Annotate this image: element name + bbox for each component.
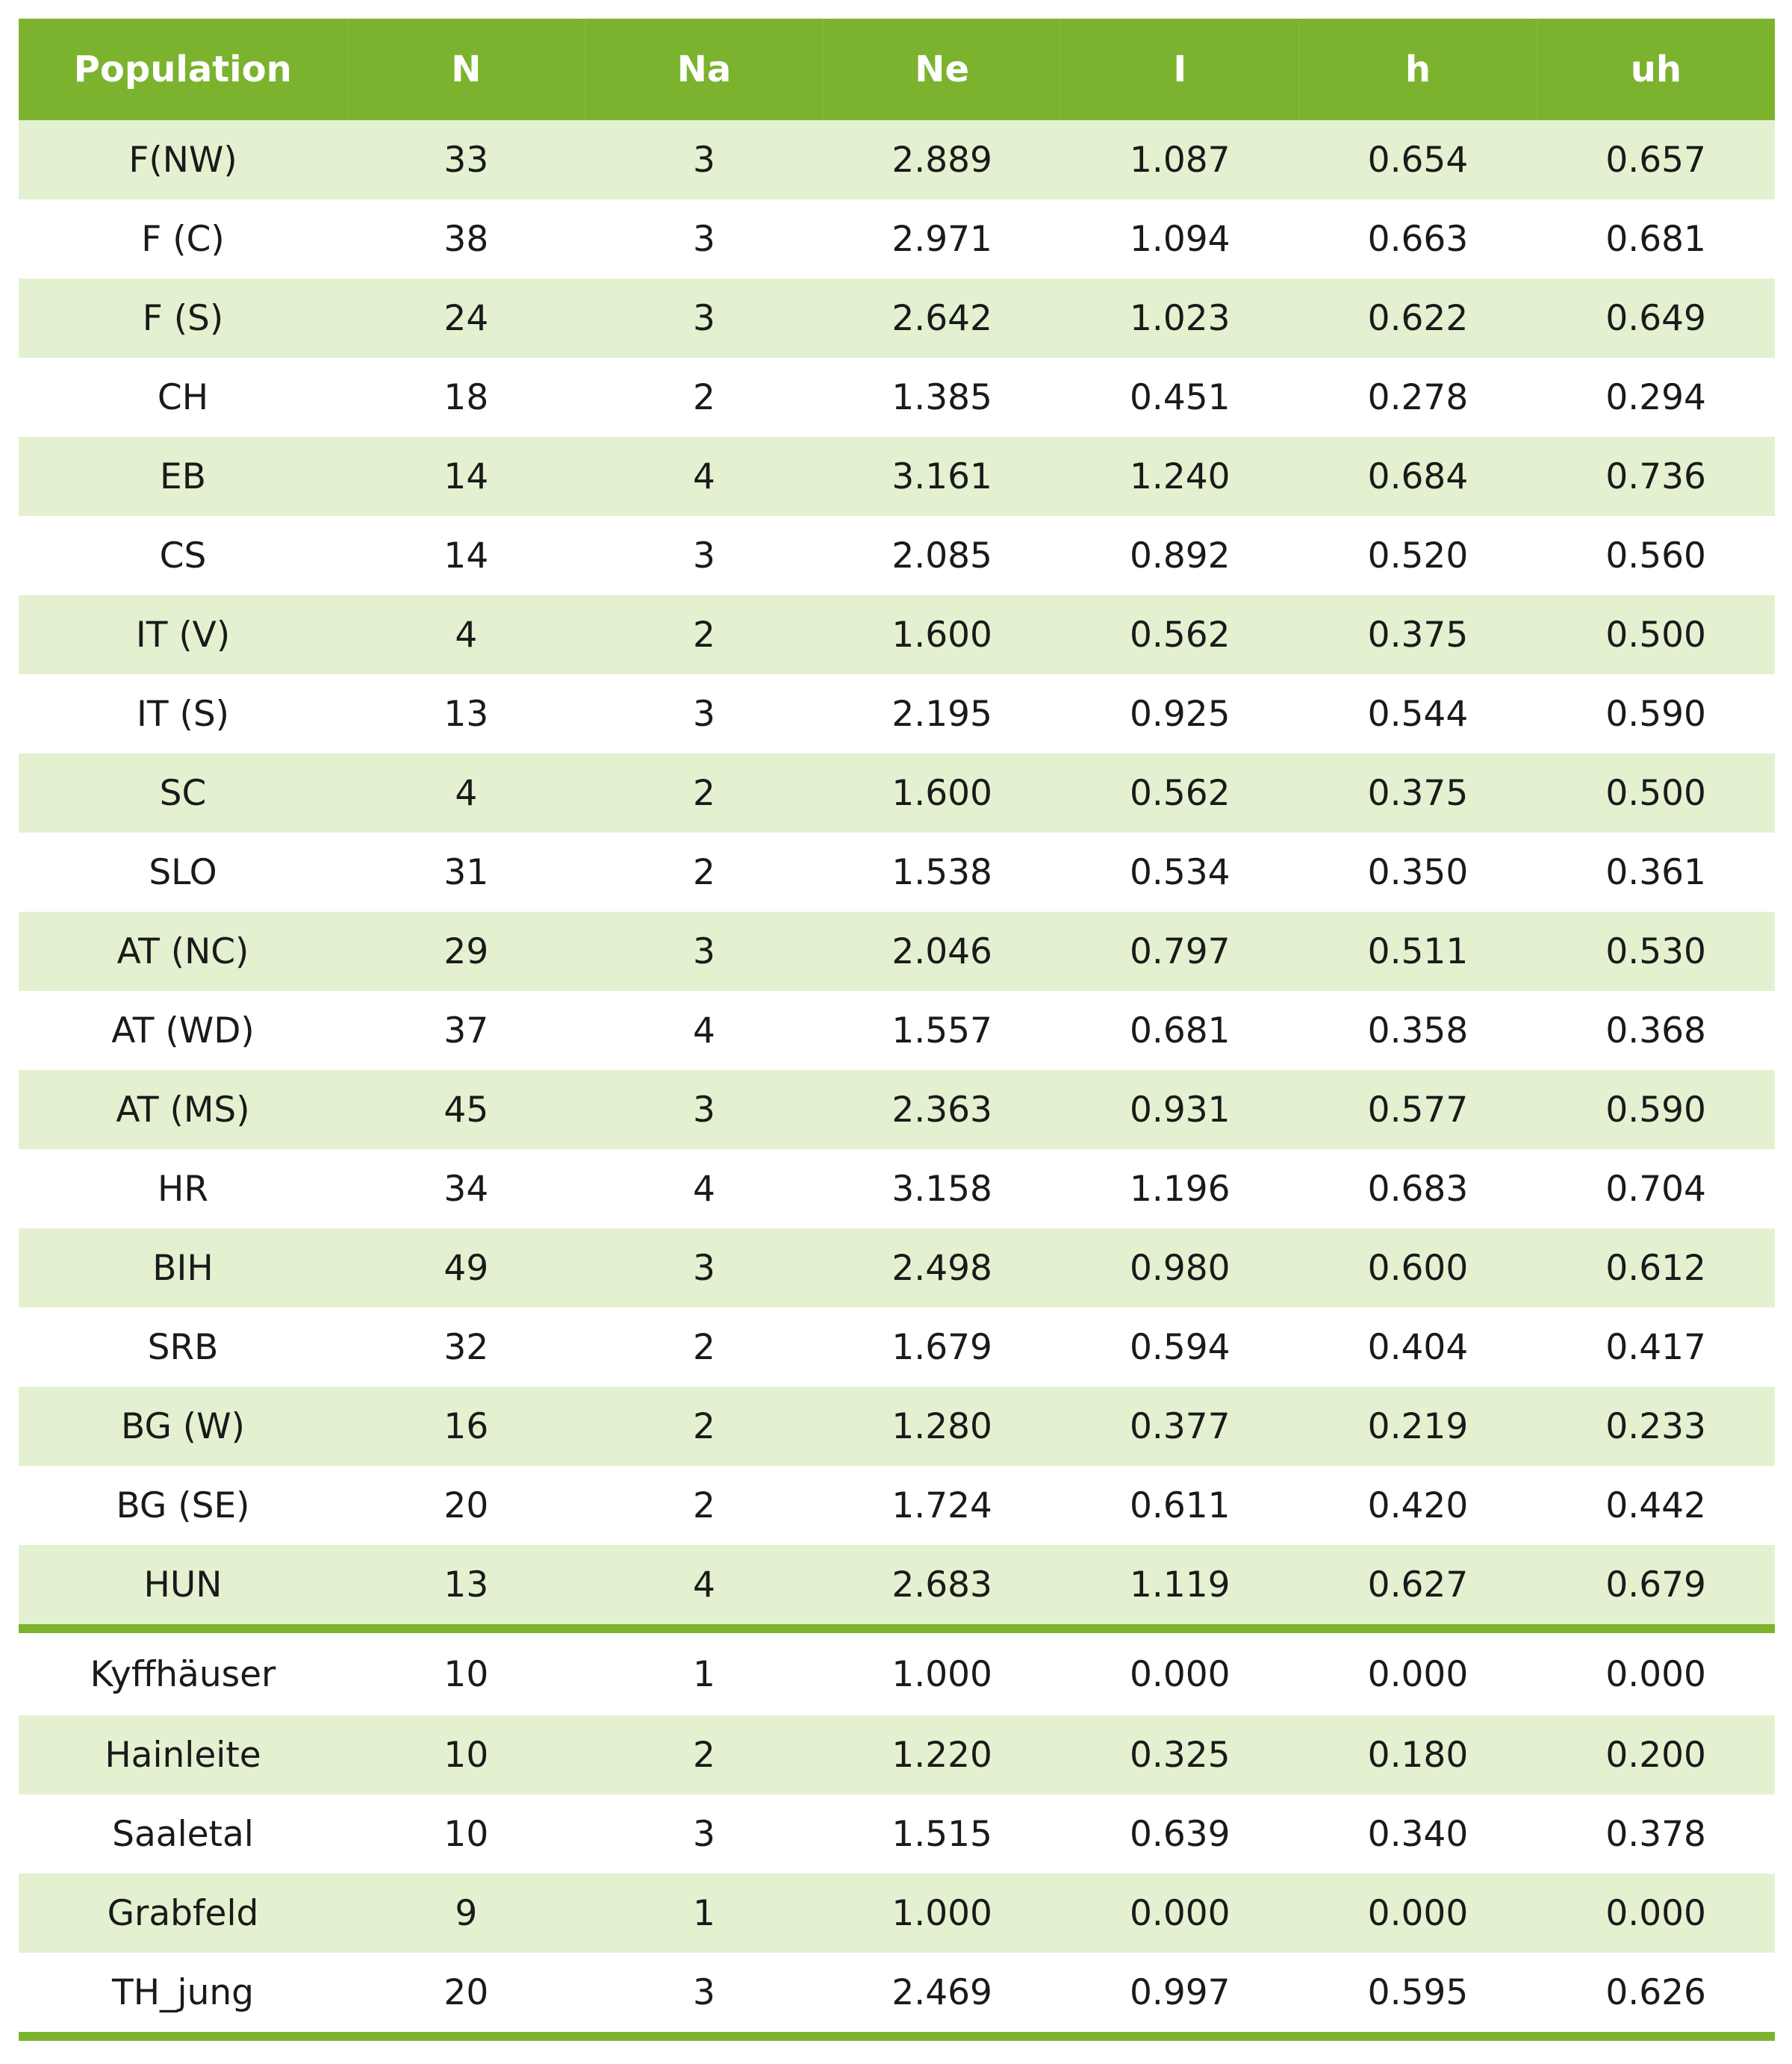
table-row [19, 1633, 1775, 1715]
value-cell: 4 [347, 595, 585, 674]
value-cell: 0.560 [1537, 516, 1775, 595]
column-header-population: Population [19, 19, 347, 120]
value-cell: 0.663 [1299, 199, 1537, 279]
table-row [19, 1387, 1775, 1466]
value-cell: 4 [585, 991, 824, 1070]
population-name-cell: AT (NC) [19, 912, 347, 991]
value-cell: 45 [347, 1070, 585, 1149]
value-cell: 3 [585, 1070, 824, 1149]
value-cell: 0.562 [1061, 595, 1299, 674]
value-cell: 0.358 [1299, 991, 1537, 1070]
value-cell: 1.087 [1061, 120, 1299, 199]
value-cell: 0.684 [1299, 437, 1537, 516]
value-cell: 49 [347, 1228, 585, 1308]
column-header-i: I [1061, 19, 1299, 120]
value-cell: 3 [585, 1794, 824, 1874]
value-cell: 0.000 [1061, 1874, 1299, 1953]
value-cell: 0.000 [1537, 1874, 1775, 1953]
value-cell: 0.594 [1061, 1308, 1299, 1387]
value-cell: 0.420 [1299, 1466, 1537, 1545]
value-cell: 1.600 [823, 595, 1061, 674]
value-cell: 0.704 [1537, 1149, 1775, 1228]
value-cell: 0.219 [1299, 1387, 1537, 1466]
value-cell: 9 [347, 1874, 585, 1953]
value-cell: 1.094 [1061, 199, 1299, 279]
table-row [19, 437, 1775, 516]
value-cell: 0.000 [1061, 1633, 1299, 1715]
population-name-cell: EB [19, 437, 347, 516]
table-row [19, 1715, 1775, 1794]
value-cell: 1.557 [823, 991, 1061, 1070]
value-cell: 0.368 [1537, 991, 1775, 1070]
population-name-cell: BG (W) [19, 1387, 347, 1466]
column-header-n: N [347, 19, 585, 120]
value-cell: 0.736 [1537, 437, 1775, 516]
value-cell: 24 [347, 279, 585, 358]
value-cell: 32 [347, 1308, 585, 1387]
value-cell: 14 [347, 516, 585, 595]
value-cell: 0.622 [1299, 279, 1537, 358]
value-cell: 0.404 [1299, 1308, 1537, 1387]
column-header-h: h [1299, 19, 1537, 120]
value-cell: 0.000 [1299, 1874, 1537, 1953]
separator-cell [19, 1624, 1775, 1633]
value-cell: 2.046 [823, 912, 1061, 991]
table-row [19, 1953, 1775, 2032]
population-name-cell: CH [19, 358, 347, 437]
value-cell: 0.627 [1299, 1545, 1537, 1624]
value-cell: 0.520 [1299, 516, 1537, 595]
value-cell: 14 [347, 437, 585, 516]
value-cell: 20 [347, 1466, 585, 1545]
population-name-cell: AT (MS) [19, 1070, 347, 1149]
population-name-cell: Hainleite [19, 1715, 347, 1794]
value-cell: 3 [585, 516, 824, 595]
value-cell: 3.161 [823, 437, 1061, 516]
value-cell: 2.363 [823, 1070, 1061, 1149]
value-cell: 0.679 [1537, 1545, 1775, 1624]
value-cell: 0.590 [1537, 1070, 1775, 1149]
value-cell: 1.240 [1061, 437, 1299, 516]
value-cell: 4 [585, 1149, 824, 1228]
value-cell: 20 [347, 1953, 585, 2032]
group-separator-rule [19, 1624, 1775, 1633]
table-body [19, 120, 1775, 2032]
population-name-cell: TH_jung [19, 1953, 347, 2032]
value-cell: 0.611 [1061, 1466, 1299, 1545]
value-cell: 0.350 [1299, 833, 1537, 912]
table-row [19, 674, 1775, 753]
value-cell: 37 [347, 991, 585, 1070]
column-header-uh: uh [1537, 19, 1775, 120]
value-cell: 0.294 [1537, 358, 1775, 437]
table-row [19, 1228, 1775, 1308]
value-cell: 2 [585, 595, 824, 674]
value-cell: 1.515 [823, 1794, 1061, 1874]
population-genetics-table [19, 19, 1775, 2032]
table-header-row [19, 19, 1775, 120]
value-cell: 1.679 [823, 1308, 1061, 1387]
value-cell: 0.612 [1537, 1228, 1775, 1308]
value-cell: 0.361 [1537, 833, 1775, 912]
population-name-cell: SRB [19, 1308, 347, 1387]
population-name-cell: AT (WD) [19, 991, 347, 1070]
value-cell: 0.931 [1061, 1070, 1299, 1149]
value-cell: 3 [585, 120, 824, 199]
population-name-cell: IT (S) [19, 674, 347, 753]
value-cell: 0.544 [1299, 674, 1537, 753]
value-cell: 1.196 [1061, 1149, 1299, 1228]
value-cell: 0.278 [1299, 358, 1537, 437]
value-cell: 0.375 [1299, 595, 1537, 674]
value-cell: 2.889 [823, 120, 1061, 199]
value-cell: 2 [585, 1715, 824, 1794]
value-cell: 0.562 [1061, 753, 1299, 833]
population-name-cell: Kyffhäuser [19, 1633, 347, 1715]
value-cell: 10 [347, 1633, 585, 1715]
value-cell: 13 [347, 1545, 585, 1624]
value-cell: 0.649 [1537, 279, 1775, 358]
value-cell: 0.892 [1061, 516, 1299, 595]
value-cell: 0.451 [1061, 358, 1299, 437]
value-cell: 2.971 [823, 199, 1061, 279]
table-row [19, 516, 1775, 595]
value-cell: 3 [585, 1228, 824, 1308]
population-name-cell: CS [19, 516, 347, 595]
value-cell: 0.626 [1537, 1953, 1775, 2032]
value-cell: 3 [585, 912, 824, 991]
value-cell: 1.119 [1061, 1545, 1299, 1624]
value-cell: 1.000 [823, 1633, 1061, 1715]
table-row [19, 1149, 1775, 1228]
table-row [19, 1308, 1775, 1387]
value-cell: 0.000 [1537, 1633, 1775, 1715]
value-cell: 31 [347, 833, 585, 912]
table-row [19, 279, 1775, 358]
value-cell: 0.511 [1299, 912, 1537, 991]
population-name-cell: F (C) [19, 199, 347, 279]
value-cell: 0.657 [1537, 120, 1775, 199]
population-name-cell: Saaletal [19, 1794, 347, 1874]
column-header-na: Na [585, 19, 824, 120]
value-cell: 0.639 [1061, 1794, 1299, 1874]
value-cell: 3 [585, 1953, 824, 2032]
population-name-cell: Grabfeld [19, 1874, 347, 1953]
value-cell: 2 [585, 1387, 824, 1466]
table-row [19, 1466, 1775, 1545]
population-name-cell: SLO [19, 833, 347, 912]
value-cell: 0.654 [1299, 120, 1537, 199]
table-row [19, 1874, 1775, 1953]
value-cell: 1 [585, 1874, 824, 1953]
value-cell: 0.180 [1299, 1715, 1537, 1794]
value-cell: 1.724 [823, 1466, 1061, 1545]
population-genetics-table-container [19, 19, 1775, 2041]
value-cell: 38 [347, 199, 585, 279]
value-cell: 3.158 [823, 1149, 1061, 1228]
value-cell: 1.385 [823, 358, 1061, 437]
value-cell: 0.980 [1061, 1228, 1299, 1308]
value-cell: 2.642 [823, 279, 1061, 358]
population-name-cell: BIH [19, 1228, 347, 1308]
table-row [19, 753, 1775, 833]
value-cell: 0.925 [1061, 674, 1299, 753]
value-cell: 0.340 [1299, 1794, 1537, 1874]
value-cell: 0.534 [1061, 833, 1299, 912]
population-name-cell: SC [19, 753, 347, 833]
value-cell: 0.000 [1299, 1633, 1537, 1715]
table-row [19, 912, 1775, 991]
value-cell: 0.377 [1061, 1387, 1299, 1466]
value-cell: 2.498 [823, 1228, 1061, 1308]
table-bottom-rule [19, 2032, 1775, 2041]
population-name-cell: HR [19, 1149, 347, 1228]
value-cell: 0.325 [1061, 1715, 1299, 1794]
table-row [19, 1545, 1775, 1624]
table-row [19, 1794, 1775, 1874]
value-cell: 1.220 [823, 1715, 1061, 1794]
value-cell: 0.600 [1299, 1228, 1537, 1308]
value-cell: 0.442 [1537, 1466, 1775, 1545]
value-cell: 1.538 [823, 833, 1061, 912]
value-cell: 4 [347, 753, 585, 833]
value-cell: 33 [347, 120, 585, 199]
table-row [19, 595, 1775, 674]
value-cell: 2 [585, 833, 824, 912]
value-cell: 0.530 [1537, 912, 1775, 991]
value-cell: 0.375 [1299, 753, 1537, 833]
table-row [19, 358, 1775, 437]
value-cell: 0.681 [1537, 199, 1775, 279]
value-cell: 3 [585, 199, 824, 279]
value-cell: 16 [347, 1387, 585, 1466]
value-cell: 2.469 [823, 1953, 1061, 2032]
value-cell: 1.280 [823, 1387, 1061, 1466]
value-cell: 4 [585, 437, 824, 516]
column-header-ne: Ne [823, 19, 1061, 120]
value-cell: 10 [347, 1794, 585, 1874]
value-cell: 18 [347, 358, 585, 437]
value-cell: 0.590 [1537, 674, 1775, 753]
value-cell: 2 [585, 358, 824, 437]
value-cell: 2 [585, 1466, 824, 1545]
value-cell: 3 [585, 674, 824, 753]
value-cell: 0.378 [1537, 1794, 1775, 1874]
value-cell: 0.681 [1061, 991, 1299, 1070]
value-cell: 0.997 [1061, 1953, 1299, 2032]
value-cell: 0.577 [1299, 1070, 1537, 1149]
value-cell: 0.417 [1537, 1308, 1775, 1387]
table-row [19, 199, 1775, 279]
value-cell: 29 [347, 912, 585, 991]
value-cell: 1.023 [1061, 279, 1299, 358]
population-name-cell: F(NW) [19, 120, 347, 199]
value-cell: 2.683 [823, 1545, 1061, 1624]
value-cell: 2 [585, 1308, 824, 1387]
value-cell: 0.200 [1537, 1715, 1775, 1794]
population-name-cell: IT (V) [19, 595, 347, 674]
value-cell: 0.500 [1537, 595, 1775, 674]
population-name-cell: HUN [19, 1545, 347, 1624]
value-cell: 2.085 [823, 516, 1061, 595]
value-cell: 1.600 [823, 753, 1061, 833]
value-cell: 0.683 [1299, 1149, 1537, 1228]
value-cell: 2 [585, 753, 824, 833]
value-cell: 1.000 [823, 1874, 1061, 1953]
value-cell: 0.797 [1061, 912, 1299, 991]
value-cell: 3 [585, 279, 824, 358]
value-cell: 2.195 [823, 674, 1061, 753]
value-cell: 34 [347, 1149, 585, 1228]
value-cell: 1 [585, 1633, 824, 1715]
value-cell: 0.233 [1537, 1387, 1775, 1466]
value-cell: 0.500 [1537, 753, 1775, 833]
table-row [19, 991, 1775, 1070]
population-name-cell: BG (SE) [19, 1466, 347, 1545]
value-cell: 0.595 [1299, 1953, 1537, 2032]
value-cell: 13 [347, 674, 585, 753]
population-name-cell: F (S) [19, 279, 347, 358]
value-cell: 4 [585, 1545, 824, 1624]
table-row [19, 120, 1775, 199]
table-row [19, 1070, 1775, 1149]
value-cell: 10 [347, 1715, 585, 1794]
table-row [19, 833, 1775, 912]
